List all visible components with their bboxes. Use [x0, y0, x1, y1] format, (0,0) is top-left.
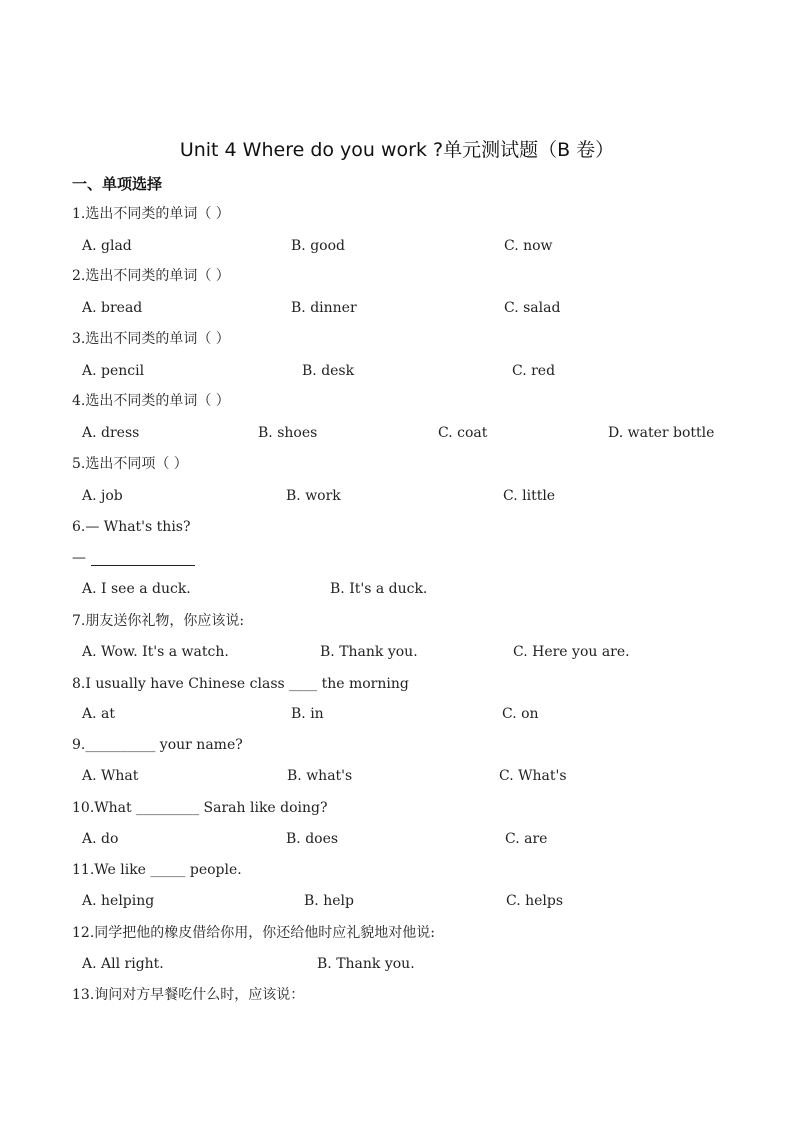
option-b[interactable]: B. It's a duck. — [330, 581, 428, 597]
question-stem: 10.What _________ Sarah like doing? — [72, 800, 328, 816]
option-a[interactable]: A. helping — [82, 893, 155, 909]
option-b[interactable]: B. desk — [302, 363, 355, 379]
option-c[interactable]: C. Here you are. — [513, 644, 630, 660]
question-stem: 1.选出不同类的单词（ ） — [72, 206, 230, 222]
option-b[interactable]: B. Thank you. — [317, 956, 415, 972]
answer-blank[interactable] — [91, 565, 195, 566]
question-stem: 13.询问对方早餐吃什么时，应该说： — [72, 987, 305, 1003]
option-b[interactable]: B. Thank you. — [320, 644, 418, 660]
question-stem: 5.选出不同项（ ） — [72, 456, 188, 472]
option-c[interactable]: C. are — [505, 831, 548, 847]
option-a[interactable]: A. at — [82, 706, 115, 722]
option-c[interactable]: C. now — [504, 238, 553, 254]
option-b[interactable]: B. does — [286, 831, 339, 847]
option-b[interactable]: B. help — [304, 893, 354, 909]
page-title: Unit 4 Where do you work ?单元测试题（B 卷） — [179, 139, 615, 161]
section-heading: 一、单项选择 — [72, 175, 163, 193]
dialogue-dash: — — [72, 550, 86, 566]
option-a[interactable]: A. job — [82, 488, 123, 504]
option-c[interactable]: C. coat — [438, 425, 488, 441]
question-stem: 2.选出不同类的单词（ ） — [72, 268, 230, 284]
option-b[interactable]: B. dinner — [291, 300, 357, 316]
option-a[interactable]: A. Wow. It's a watch. — [82, 644, 229, 660]
question-stem: 4.选出不同类的单词（ ） — [72, 393, 230, 409]
option-c[interactable]: C. helps — [506, 893, 564, 909]
option-b[interactable]: B. shoes — [258, 425, 318, 441]
option-a[interactable]: A. pencil — [82, 363, 145, 379]
question-stem: 6.— What's this? — [72, 519, 191, 535]
option-c[interactable]: C. salad — [504, 300, 561, 316]
question-stem: 7.朋友送你礼物，你应该说: — [72, 613, 245, 629]
option-d[interactable]: D. water bottle — [608, 425, 715, 441]
option-a[interactable]: A. bread — [82, 300, 143, 316]
option-c[interactable]: C. on — [502, 706, 539, 722]
option-a[interactable]: A. I see a duck. — [82, 581, 191, 597]
option-a[interactable]: A. What — [82, 768, 139, 784]
option-c[interactable]: C. little — [503, 488, 556, 504]
question-stem: 11.We like _____ people. — [72, 862, 242, 878]
option-c[interactable]: C. What's — [499, 768, 567, 784]
option-b[interactable]: B. what's — [287, 768, 353, 784]
option-a[interactable]: A. glad — [82, 238, 132, 254]
option-a[interactable]: A. All right. — [82, 956, 164, 972]
option-b[interactable]: B. in — [291, 706, 324, 722]
option-c[interactable]: C. red — [512, 363, 556, 379]
question-stem: 8.I usually have Chinese class ____ the morning — [72, 676, 409, 692]
option-b[interactable]: B. good — [291, 238, 345, 254]
option-b[interactable]: B. work — [286, 488, 341, 504]
option-a[interactable]: A. dress — [82, 425, 140, 441]
question-stem: 12.同学把他的橡皮借给你用，你还给他时应礼貌地对他说: — [72, 925, 435, 941]
option-a[interactable]: A. do — [82, 831, 119, 847]
question-stem: 3.选出不同类的单词（ ） — [72, 331, 230, 347]
question-stem: 9.__________ your name? — [72, 737, 243, 753]
